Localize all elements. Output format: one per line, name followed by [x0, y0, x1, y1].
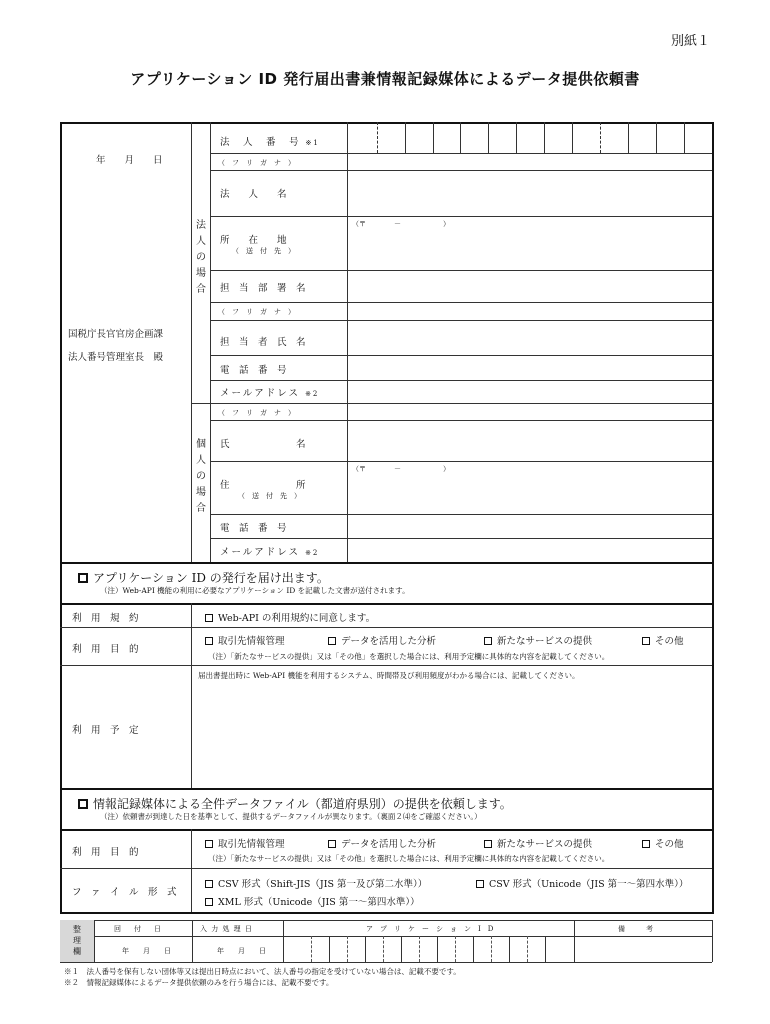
ind-address-sub: （ 送 付 先 ） [238, 492, 301, 500]
ind-phone-label: 電 話 番 号 [220, 523, 287, 534]
frame-bottom [60, 912, 714, 914]
ind-address-label: 住 所 [220, 480, 306, 491]
frame-right [712, 122, 714, 913]
footnote-1: ※１ 法人番号を保有しない団体等又は提出日時点において、法人番号の指定を受けていない場合は、記載不要です。 [64, 967, 461, 976]
addressee-line-2: 法人番号管理室長 殿 [68, 352, 164, 363]
s2-purpose-checkbox-3[interactable] [484, 840, 492, 848]
section2-note: （注）依頼書が到達した日を基準として、提供するデータファイルが異なります。（裏面２⑷をご確認ください。） [100, 812, 482, 821]
col-app-id: ア プ リ ケ ー シ ョ ン I D [366, 925, 494, 933]
corp-postal[interactable]: （〒 － ） [352, 220, 450, 228]
addressee-line-1: 国税庁長官官房企画課 [68, 329, 164, 340]
s1-purpose-label: 利 用 目 的 [72, 644, 139, 655]
section2-checkbox[interactable] [78, 799, 88, 809]
plan-note: 届出書提出時に Web-API 機能を利用するシステム、時間帯及び利用頻度がわかる場合には、記載してください。 [198, 671, 580, 680]
page-label: 別紙１ [670, 34, 710, 49]
section2-heading[interactable]: 情報記録媒体による全件データファイル（都道府県別）の提供を依頼します。 [78, 795, 512, 812]
s1-purpose-checkbox-2[interactable] [328, 637, 336, 645]
s2-purpose-opt-3[interactable]: 新たなサービスの提供 [484, 836, 592, 850]
corp-name-label: 法 人 名 [220, 189, 287, 200]
corp-email-label: メールアドレス ※2 [220, 388, 320, 399]
frame-top [60, 122, 714, 124]
format-label: フ ァ イ ル 形 式 [72, 887, 177, 898]
format-opt-1[interactable]: CSV 形式（Shift-JIS（JIS 第一及び第二水準）） [205, 876, 427, 890]
s1-purpose-opt-2[interactable]: データを活用した分析 [328, 633, 436, 647]
ind-postal[interactable]: （〒 － ） [352, 465, 450, 473]
s1-purpose-note: （注）「新たなサービスの提供」又は「その他」を選択した場合には、利用予定欄に具体的な内容を記載してください。 [208, 652, 610, 661]
corp-furigana2-label: （ フ リ ガ ナ ） [218, 308, 295, 316]
reply-date-value[interactable]: 年 月 日 [122, 947, 171, 955]
s1-purpose-opt-1[interactable]: 取引先情報管理 [205, 633, 285, 647]
s1-purpose-checkbox-4[interactable] [642, 637, 650, 645]
individual-section-label: 個 人 の 場 合 [196, 439, 206, 514]
s2-purpose-note: （注）「新たなサービスの提供」又は「その他」を選択した場合には、利用予定欄に具体的な内容を記載してください。 [208, 854, 610, 863]
s2-purpose-checkbox-1[interactable] [205, 840, 213, 848]
section1-checkbox[interactable] [78, 573, 88, 583]
ind-name-label: 氏 名 [220, 439, 306, 450]
section1-note: （注）Web-API 機能の利用に必要なアプリケーション ID を記載した文書が送付されます。 [100, 586, 410, 595]
corp-dept-label: 担 当 部 署 名 [220, 283, 306, 294]
corp-person-label: 担 当 者 氏 名 [220, 337, 306, 348]
page-title: アプリケーション ID 発行届出書兼情報記録媒体によるデータ提供依頼書 [130, 70, 640, 88]
office-side-label: 整 理 欄 [73, 925, 81, 956]
format-opt-2[interactable]: CSV 形式（Unicode（JIS 第一～第四水準）） [476, 876, 688, 890]
corp-furigana-label: （ フ リ ガ ナ ） [218, 159, 295, 167]
s1-purpose-opt-3[interactable]: 新たなサービスの提供 [484, 633, 592, 647]
terms-option[interactable]: Web-API の利用規約に同意します。 [205, 610, 375, 624]
format-checkbox-3[interactable] [205, 898, 213, 906]
col-reply-date: 回 付 日 [114, 925, 164, 933]
corporation-section-label: 法 人 の 場 合 [196, 220, 206, 295]
input-date-value[interactable]: 年 月 日 [217, 947, 266, 955]
s2-purpose-opt-1[interactable]: 取引先情報管理 [205, 836, 285, 850]
corp-address-label: 所 在 地 [220, 235, 287, 246]
s1-purpose-opt-4[interactable]: その他 [642, 633, 684, 647]
ind-email-label: メールアドレス ※2 [220, 547, 320, 558]
terms-label: 利 用 規 約 [72, 613, 139, 624]
format-opt-3[interactable]: XML 形式（Unicode（JIS 第一～第四水準）） [205, 894, 420, 908]
footnote-2: ※２ 情報記録媒体によるデータ提供依頼のみを行う場合には、記載不要です。 [64, 978, 334, 987]
s1-purpose-checkbox-3[interactable] [484, 637, 492, 645]
plan-label: 利 用 予 定 [72, 725, 139, 736]
col-remarks: 備 考 [618, 925, 653, 933]
corp-address-sub: （ 送 付 先 ） [232, 247, 295, 255]
corp-number-label: 法 人 番 号 ※1 [220, 137, 320, 148]
corp-phone-label: 電 話 番 号 [220, 365, 287, 376]
format-checkbox-2[interactable] [476, 880, 484, 888]
date-field[interactable]: 年 月 日 [96, 155, 163, 166]
col-input-date: 入 力 処 理 日 [200, 925, 253, 933]
format-checkbox-1[interactable] [205, 880, 213, 888]
s2-purpose-label: 利 用 目 的 [72, 847, 139, 858]
section1-heading[interactable]: アプリケーション ID の発行を届け出ます。 [78, 569, 329, 586]
terms-checkbox[interactable] [205, 614, 213, 622]
s2-purpose-opt-2[interactable]: データを活用した分析 [328, 836, 436, 850]
ind-furigana-label: （ フ リ ガ ナ ） [218, 409, 295, 417]
s1-purpose-checkbox-1[interactable] [205, 637, 213, 645]
s2-purpose-checkbox-2[interactable] [328, 840, 336, 848]
frame-left [60, 122, 62, 913]
s2-purpose-checkbox-4[interactable] [642, 840, 650, 848]
s2-purpose-opt-4[interactable]: その他 [642, 836, 684, 850]
